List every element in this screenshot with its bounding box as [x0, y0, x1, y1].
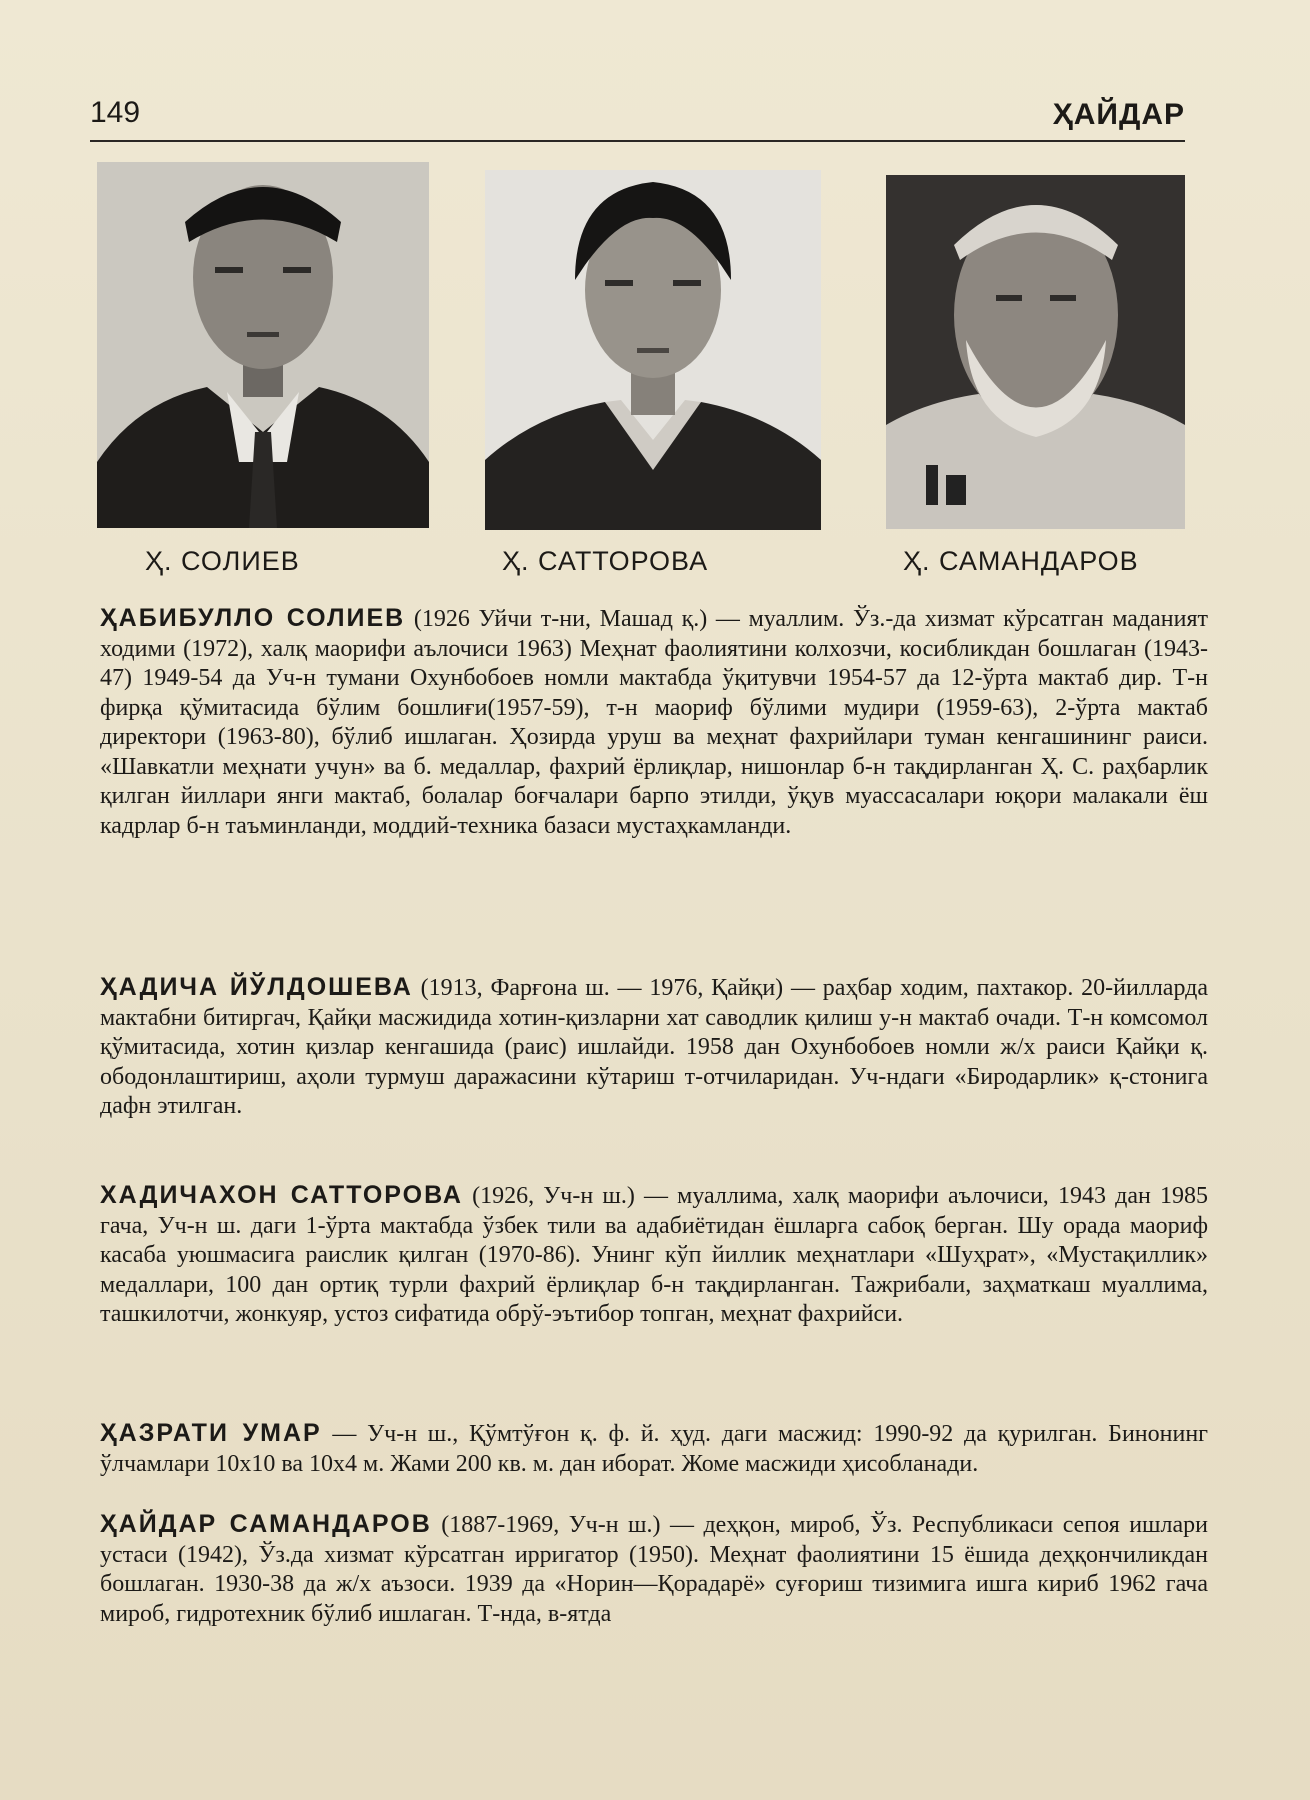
running-head: ҲАЙДАР [1052, 98, 1185, 131]
photo-caption: Ҳ. САМАНДАРОВ [903, 546, 1139, 576]
encyclopedia-entry [100, 604, 1208, 841]
portrait-photo-sattorova [485, 170, 821, 530]
entry-heading: ҲАЙДАР САМАНДАРОВ [100, 1510, 432, 1538]
portrait-photo-soliev [97, 162, 429, 528]
entry-text: (1887-1969, Уч-н ш.) — деҳқон, мироб, Ўз. Республикаси сепоя ишлари устаси (1942), Ўз.да хизмат кўрсатган ирригатор (1950). Меҳнат фаолиятини 15 ёшида деҳқончиликдан бошлаган. 1930-38 да ж/х аъзоси. 1939 да «Норин—Қорадарё» суғориш тизимига ишга кириб 1962 гача мироб, гидротехник бўлиб ишлаган. Т-нда, в-ятда [100, 1512, 1208, 1627]
entry-heading: ХАДИЧАХОН САТТОРОВА [100, 1181, 463, 1209]
portrait-photo-samandarov [886, 175, 1185, 529]
encyclopedia-entry [100, 1419, 1208, 1479]
entry-heading: ҲАДИЧА ЙЎЛДОШЕВА [100, 973, 413, 1001]
page-number: 149 [90, 96, 141, 129]
entry-heading: ҲАЗРАТИ УМАР [100, 1419, 322, 1447]
encyclopedia-entry [100, 1510, 1208, 1629]
entry-text: — Уч-н ш., Қўмтўғон қ. ф. й. ҳуд. даги масжид: 1990-92 да қурилган. Бинонинг ўлчамлари 10х10 ва 10х4 м. Жами 200 кв. м. дан иборат. Жоме масжиди ҳисобланади. [100, 1421, 1209, 1477]
page-header [90, 96, 1185, 142]
photo-caption: Ҳ. САТТОРОВА [502, 546, 709, 576]
entry-text: (1926 Уйчи т-ни, Машад қ.) — муаллим. Ўз.-да хизмат кўрсатган маданият ходими (1972), халқ маорифи аълочиси 1963) Меҳнат фаолиятини колхозчи, косибликдан бошлаган (1943-47) 1949-54 да Уч-н тумани Охунбобоев номли мактабда ўқитувчи 1954-57 да 12-ўрта мактаб дир. Т-н фирқа қўмитасида бўлим бошлиғи(1957-59), т-н маориф бўлими мудири (1959-63), 2-ўрта мактаб директори (1963-80), бўлиб ишлаган. Ҳозирда уруш ва меҳнат фахрийлари туман кенгашининг раиси. «Шавкатли меҳнати учун» ва б. медаллар, фахрий ёрлиқлар, нишонлар б-н тақдирланган Ҳ. С. раҳбарлик қилган йиллари янги мактаб, болалар боғчалари барпо этилди, ўқув муассасалари юқори малакали ёш кадрлар б-н таъминланди, моддий-техника базаси мустаҳкамланди. [100, 606, 1208, 839]
entry-text: (1913, Фарғона ш. — 1976, Қайқи) — раҳбар ходим, пахтакор. 20-йилларда мактабни битиргач, Қайқи масжидида хотин-қизларни хат саводлик қилиш у-н мактаб очади. Т-н комсомол қўмитасида, хотин қизлар кенгашида (раис) ишлайди. 1958 дан Охунбобоев номли ж/х раиси Қайқи қ. ободонлаштириш, аҳоли турмуш даражасини кўтариш т-отчиларидан. Уч-ндаги «Биродарлик» қ-стонига дафн этилган. [100, 975, 1209, 1119]
entry-heading: ҲАБИБУЛЛО СОЛИЕВ [100, 604, 406, 632]
encyclopedia-entry [100, 973, 1208, 1122]
entry-text: (1926, Уч-н ш.) — муаллима, халқ маорифи аълочиси, 1943 дан 1985 гача, Уч-н ш. даги 1-ўрта мактабда ўзбек тили ва адабиётидан ёшларга сабоқ берган. Шу орада маориф касаба уюшмасига раислик қилган (1970-86). Унинг кўп йиллик меҳнатлари «Шуҳрат», «Мустақиллик» медаллари, 100 дан ортиқ турли фахрий ёрлиқлар б-н тақдирланган. Тажрибали, заҳматкаш муаллима, ташкилотчи, жонкуяр, устоз сифатида обрў-эътибор топган, меҳнат фахрийси. [100, 1183, 1209, 1327]
photo-caption: Ҳ. СОЛИЕВ [145, 546, 300, 576]
encyclopedia-entry [100, 1181, 1208, 1330]
